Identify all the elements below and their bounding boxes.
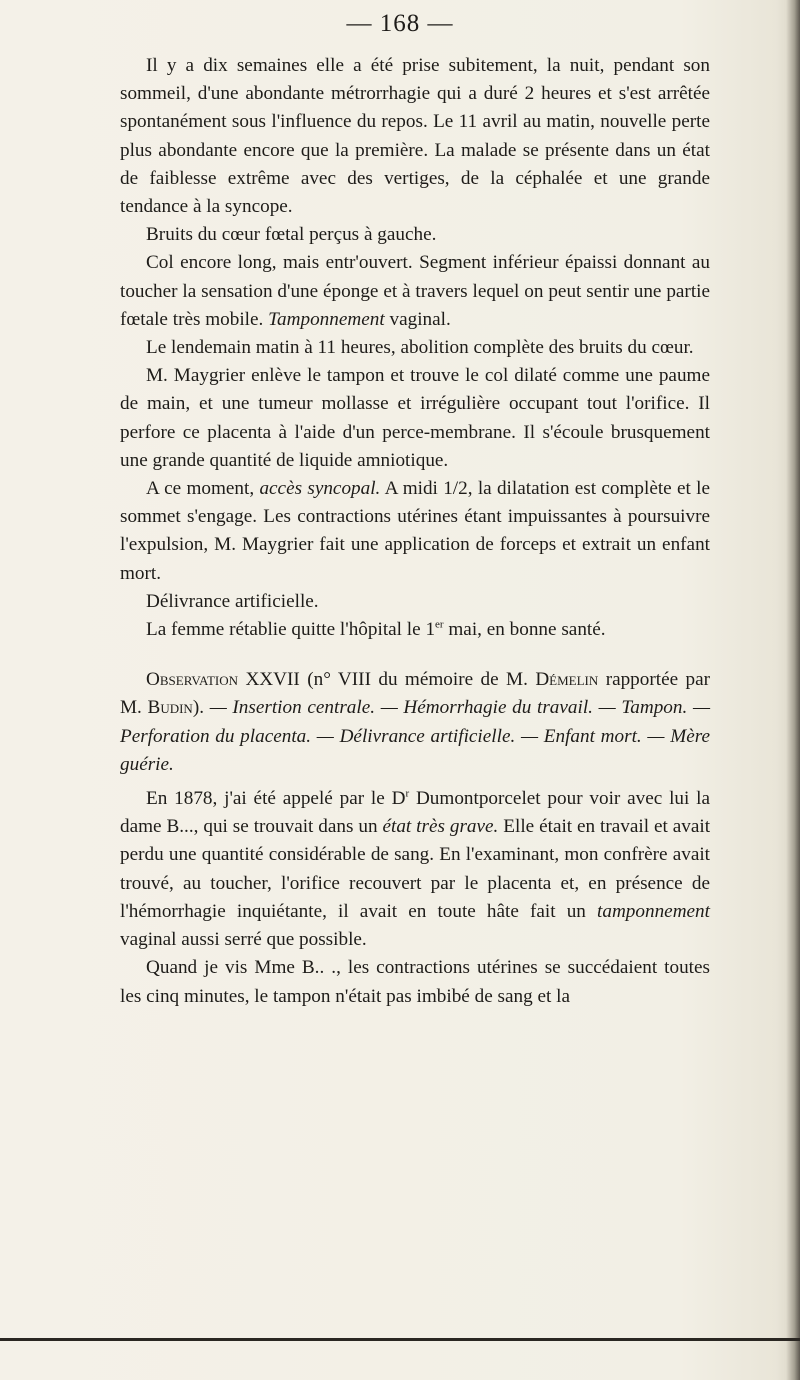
- date-superscript: er: [435, 618, 444, 631]
- observation-ref-close: ).: [192, 697, 205, 719]
- italic-term: état très grave.: [382, 816, 499, 838]
- moment-start: A ce moment,: [146, 478, 255, 500]
- cervix-text: Col encore long, mais entr'ouvert. Segment inférieur épaissi donnant au toucher la sensation d'une éponge et à travers lequel on peut sentir une partie fœtale très mobile.: [120, 252, 710, 330]
- italic-term: tamponnement: [597, 900, 710, 922]
- observation-author: Démelin: [535, 669, 599, 691]
- paragraph-next-day: Le lendemain matin à 11 heures, abolition complète des bruits du cœur.: [146, 337, 694, 359]
- paragraph-cervix: [120, 249, 710, 334]
- case-start: En 1878, j'ai été appelé par le: [146, 788, 385, 810]
- paragraph-fetal-heart: Bruits du cœur fœtal perçus à gauche.: [146, 224, 437, 246]
- observation-ref-open: (n° VIII du mémoire de M.: [307, 669, 528, 691]
- paragraph-delivery: Délivrance artificielle.: [146, 590, 319, 612]
- date-number: 1: [425, 619, 436, 641]
- bottom-rule: [0, 1338, 800, 1341]
- case-text-a: Dumontporcelet pour voir avec lui la dame B..., qui se trouvait dans un: [120, 788, 710, 838]
- doctor-superscript: r: [405, 787, 410, 800]
- paragraph-case: [120, 785, 710, 954]
- observation-label: Observation: [146, 669, 239, 691]
- discharge-end: mai, en bonne santé.: [448, 619, 606, 641]
- italic-term: accès syncopal.: [259, 478, 381, 500]
- section-spacer: [120, 644, 710, 666]
- observation-number: XXVII: [245, 669, 300, 691]
- paragraph-discharge: [120, 616, 710, 644]
- cervix-end: vaginal.: [389, 308, 451, 330]
- page-number: — 168 —: [346, 10, 454, 37]
- doctor-abbr: D: [391, 788, 406, 810]
- case-text-b: Elle était en travail et avait perdu une quantité considérable de sang. En l'examinant, mon confrère avait trouvé, au toucher, l'orifice recouvert par le placenta et, en présence de l'hémorrhagie inquiétante, il avait en toute hâte fait un: [120, 816, 711, 922]
- paragraph-maygrier: M. Maygrier enlève le tampon et trouve le col dilaté comme une paume de main, et une tumeur mollasse et irrégulière occupant tout l'orifice. Il perfore ce placenta à l'aide d'un perce-membrane. Il s'écoule brusquement une grande quantité de liquide amniotique.: [120, 365, 710, 471]
- case-text-c: vaginal aussi serré que possible.: [120, 929, 367, 951]
- observation-heading: [120, 666, 710, 779]
- page-edge-shadow: [786, 0, 800, 1380]
- observation-reported: rapportée par M.: [120, 669, 711, 719]
- moment-end: A midi 1/2, la dilatation est complète et le sommet s'engage. Les contractions utérines étant impuissantes à poursuivre l'expulsion, M. Maygrier fait une application de forceps et extrait un enfant mort.: [120, 478, 710, 584]
- observation-reporter: Budin: [147, 697, 193, 719]
- italic-term: Tamponnement: [268, 308, 385, 330]
- paragraph-syncope: [120, 475, 710, 588]
- paragraph-history: Il y a dix semaines elle a été prise subitement, la nuit, pendant son sommeil, d'une abondante métrorrhagie qui a duré 2 heures et s'est arrêtée spontanément sous l'influence du repos. Le 11 avril au matin, nouvelle perte plus abondante encore que la première. La malade se présente dans un état de faiblesse extrême avec des vertiges, de la céphalée et une grande tendance à la syncope.: [120, 55, 710, 218]
- body-text: [120, 52, 710, 1011]
- discharge-start: La femme rétablie quitte l'hôpital le: [146, 619, 421, 641]
- paragraph-contractions: Quand je vis Mme B.. ., les contractions utérines se succédaient toutes les cinq minutes, le tampon n'était pas imbibé de sang et la: [120, 957, 710, 1007]
- observation-keywords: — Insertion centrale. — Hémorrhagie du travail. — Tampon. — Perforation du placenta. — Délivrance artificielle. — Enfant mort. — Mère guérie.: [120, 697, 711, 775]
